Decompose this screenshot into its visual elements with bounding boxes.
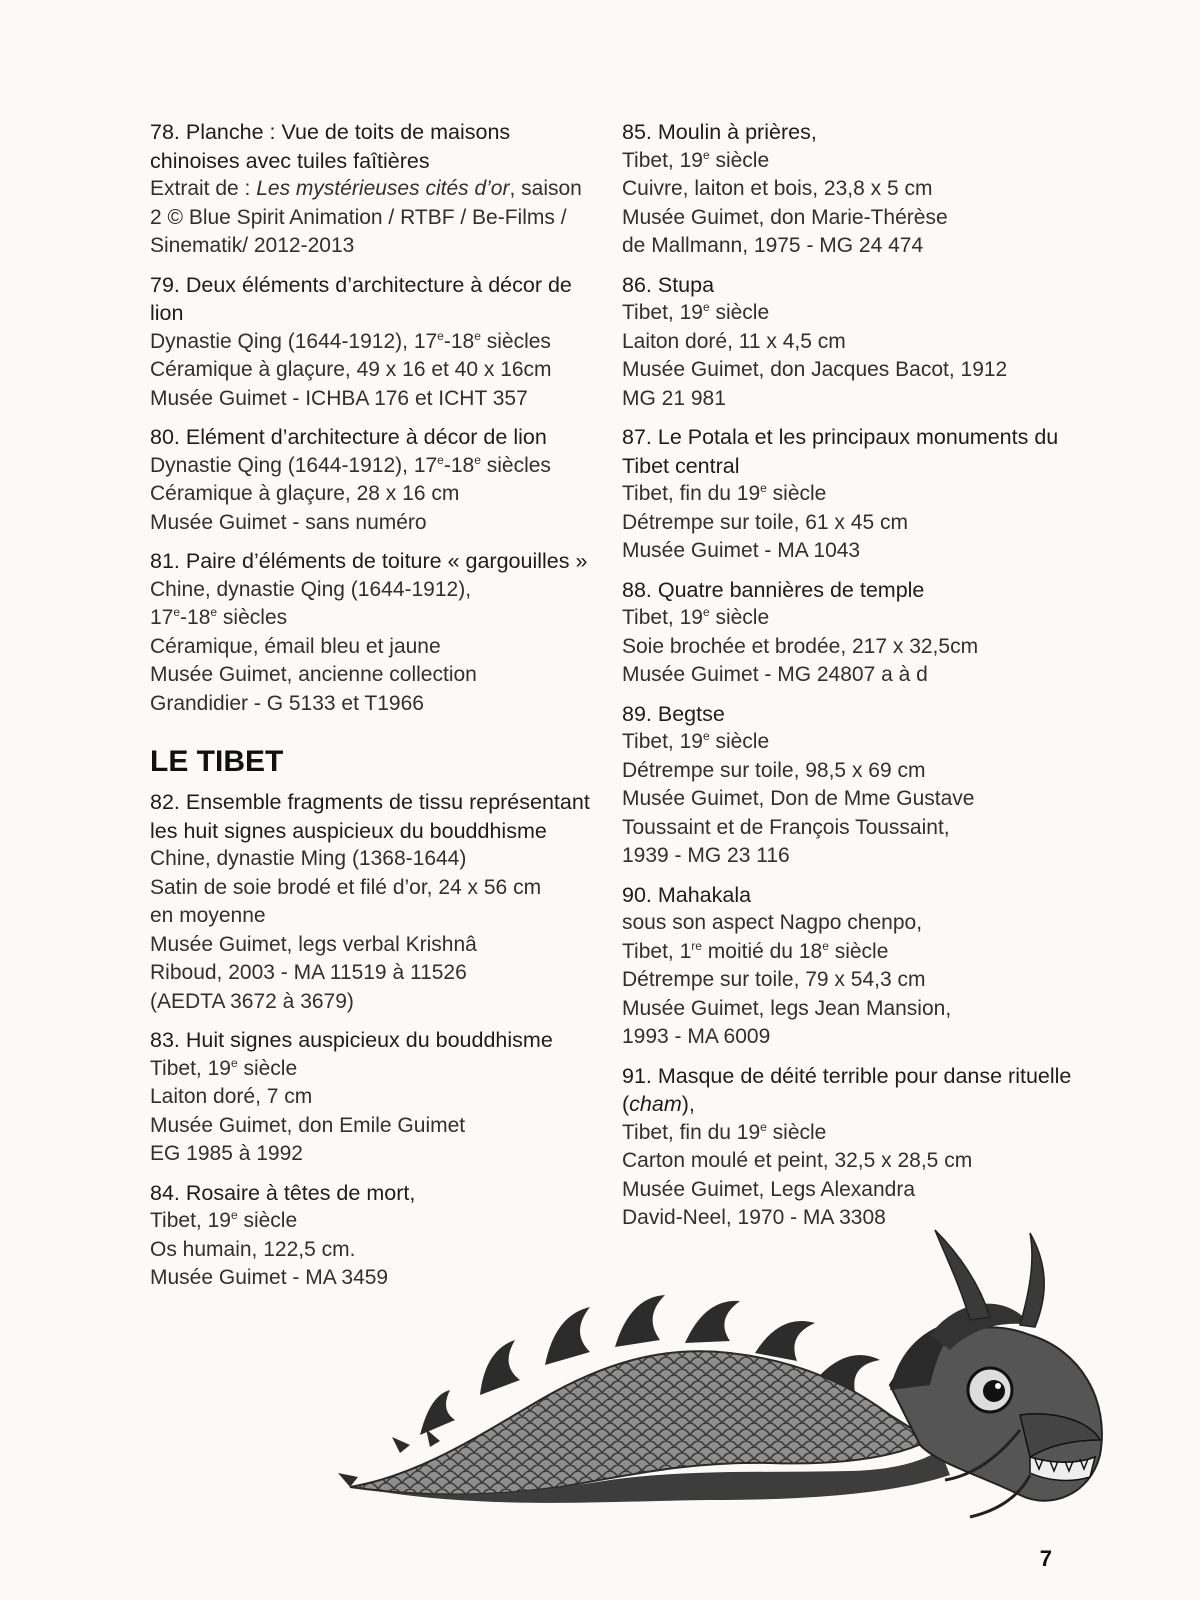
line-part-sup2: e — [210, 605, 218, 619]
line-text: Musée Guimet, Don de Mme Gustave — [622, 787, 975, 810]
entry-detail-line — [150, 845, 595, 874]
line-text: MG 21 981 — [622, 386, 726, 410]
line-part-pre: 17 — [150, 606, 174, 629]
entry-title: 78. Planche : Vue de toits de maisons chinoises avec tuiles faîtières — [150, 120, 511, 173]
entry-title: 80. Elément d’architecture à décor de lion — [150, 425, 547, 449]
entry-detail-line — [622, 604, 1082, 633]
line-part-pre: Dynastie Qing (1644-1912), 17 — [150, 329, 438, 353]
entry-detail-line — [622, 480, 1082, 509]
line-part-post: siècles — [217, 606, 288, 629]
entry-detail-line — [622, 633, 1082, 662]
entry-detail-line — [622, 147, 1082, 176]
entry-detail-line — [150, 604, 595, 633]
line-part-mid: -18 — [443, 453, 475, 477]
line-part-sup1: e — [760, 481, 767, 495]
entry-detail-line — [622, 842, 1082, 871]
catalog-entry — [622, 423, 1082, 566]
entry-detail-line — [622, 814, 1082, 843]
line-part-post: siècle — [237, 1056, 298, 1080]
line-part-sup1: e — [230, 1055, 238, 1070]
entry-detail-line — [622, 909, 1082, 938]
entry-detail-line — [150, 204, 595, 233]
line-text: Carton moulé et peint, 32,5 x 28,5 cm — [622, 1149, 973, 1172]
entry-detail-line — [150, 633, 595, 662]
line-text: Grandidier - G 5133 et T1966 — [150, 691, 424, 715]
line-text: Musée Guimet, Legs Alexandra — [622, 1177, 915, 1201]
line-text: de Mallmann, 1975 - MG 24 474 — [622, 234, 924, 257]
line-text: David-Neel, 1970 - MA 3308 — [622, 1206, 886, 1229]
entry-detail-line — [622, 757, 1082, 786]
line-text: Chine, dynastie Qing (1644-1912), — [150, 577, 472, 601]
line-text: sous son aspect Nagpo chenpo, — [622, 911, 923, 934]
section-title: LE TIBET — [150, 745, 284, 778]
page-number: 7 — [1039, 1546, 1052, 1571]
line-text: Soie brochée et brodée, 217 x 32,5cm — [622, 634, 979, 658]
entry-title: 89. Begtse — [622, 701, 725, 726]
catalog-entry — [622, 271, 1082, 414]
entry-detail-line — [622, 385, 1082, 414]
line-part-pre: Tibet, 1 — [622, 939, 692, 963]
line-text: Musée Guimet - MA 1043 — [622, 539, 861, 562]
line-part-pre: Tibet, fin du 19 — [622, 1120, 761, 1144]
line-part-post: siècle — [709, 730, 770, 753]
line-text: Musée Guimet, don Jacques Bacot, 1912 — [622, 358, 1008, 381]
entry-detail-line — [150, 661, 595, 690]
entry-detail-line — [622, 1119, 1082, 1148]
line-part-pre: Extrait de : — [150, 177, 257, 200]
line-text: 1939 - MG 23 116 — [622, 844, 790, 867]
entry-detail-line — [150, 902, 595, 931]
entry-title: 87. Le Potala et les principaux monuments du Tibet central — [622, 425, 1059, 478]
title-part-em: cham — [629, 1092, 682, 1116]
line-part-sup1: e — [702, 605, 710, 619]
line-part-post: siècle — [828, 939, 889, 963]
entry-detail-line — [150, 874, 595, 903]
left-column — [150, 118, 595, 1303]
line-text: Satin de soie brodé et filé d’or, 24 x 56 cm — [150, 875, 542, 899]
line-part-sup1: e — [702, 729, 710, 743]
line-part-sup1: e — [437, 452, 444, 467]
catalog-entry — [622, 881, 1082, 1052]
entry-detail-line — [622, 1147, 1082, 1176]
entry-title: 84. Rosaire à têtes de mort, — [150, 1180, 416, 1205]
line-part-post: , saison — [509, 177, 582, 200]
entry-detail-line — [622, 509, 1082, 538]
entry-title: 83. Huit signes auspicieux du bouddhisme — [150, 1028, 553, 1052]
line-part-sup1: re — [691, 938, 702, 953]
line-text: Riboud, 2003 - MA 11519 à 11526 — [150, 961, 467, 984]
line-part-mid: moitié du 18 — [701, 939, 823, 963]
line-part-post: siècle — [709, 606, 770, 629]
title-part-pre: 91. Masque de déité terrible pour danse rituelle ( — [622, 1063, 1072, 1116]
catalog-entry — [622, 576, 1082, 690]
line-text: Céramique, émail bleu et jaune — [150, 634, 441, 658]
line-text: Musée Guimet - sans numéro — [150, 510, 427, 534]
entry-detail-line — [150, 931, 595, 960]
entry-detail-line — [150, 480, 595, 509]
entry-detail-line — [150, 690, 595, 719]
catalog-entry — [150, 547, 595, 718]
line-text: Musée Guimet, legs verbal Krishnâ — [150, 932, 477, 956]
entry-detail-line — [150, 175, 595, 204]
line-text: Céramique à glaçure, 49 x 16 et 40 x 16cm — [150, 358, 552, 381]
line-part-mid: -18 — [180, 606, 211, 629]
line-part-pre: Tibet, 19 — [622, 301, 703, 324]
entry-detail-line — [150, 959, 595, 988]
line-part-pre: Tibet, 19 — [150, 1209, 231, 1232]
line-part-pre: Tibet, 19 — [150, 1056, 231, 1080]
title-part-post: ), — [681, 1092, 695, 1116]
line-text: Sinematik/ 2012-2013 — [150, 234, 355, 257]
line-part-post: siècle — [237, 1209, 298, 1232]
entry-title: 81. Paire d’éléments de toiture « gargouilles » — [150, 549, 588, 573]
line-text: Musée Guimet, legs Jean Mansion, — [622, 996, 952, 1020]
line-part-sup1: e — [173, 605, 181, 619]
line-text: (AEDTA 3672 à 3679) — [150, 989, 354, 1013]
catalog-entry — [622, 700, 1082, 871]
entry-detail-line — [622, 356, 1082, 385]
entry-detail-line — [150, 1140, 595, 1169]
entry-detail-line — [622, 966, 1082, 995]
entry-detail-line — [622, 232, 1082, 261]
line-part-post: siècles — [480, 329, 551, 353]
line-text: Musée Guimet, don Marie-Thérèse — [622, 205, 948, 229]
entry-detail-line — [622, 204, 1082, 233]
line-text: Laiton doré, 7 cm — [150, 1085, 313, 1108]
line-part-mid: -18 — [443, 329, 475, 353]
line-text: Détrempe sur toile, 61 x 45 cm — [622, 510, 908, 534]
line-part-sup1: e — [437, 328, 444, 343]
entry-detail-line — [622, 537, 1082, 566]
line-text: 1993 - MA 6009 — [622, 1025, 771, 1048]
line-text: en moyenne — [150, 904, 266, 927]
entry-detail-line — [622, 328, 1082, 357]
line-part-pre: Tibet, fin du 19 — [622, 482, 761, 505]
entry-detail-line — [150, 385, 595, 414]
catalog-entry — [150, 118, 595, 261]
entry-detail-line — [150, 988, 595, 1017]
line-part-pre: Tibet, 19 — [622, 148, 703, 172]
entry-title: 88. Quatre bannières de temple — [622, 577, 925, 602]
entry-detail-line — [150, 509, 595, 538]
line-text: Musée Guimet - MA 3459 — [150, 1266, 389, 1289]
line-part-sup1: e — [702, 300, 710, 314]
entry-detail-line — [622, 728, 1082, 757]
line-text: Musée Guimet, ancienne collection — [150, 663, 477, 686]
entry-detail-line — [150, 232, 595, 261]
catalog-entry — [150, 271, 595, 414]
entry-detail-line — [150, 1112, 595, 1141]
entry-detail-line — [622, 661, 1082, 690]
entry-title: 85. Moulin à prières, — [622, 120, 817, 144]
catalog-entry — [622, 118, 1082, 261]
entry-detail-line — [622, 995, 1082, 1024]
entry-detail-line — [622, 785, 1082, 814]
dragon-illustration-icon — [330, 1225, 1120, 1525]
line-text: Chine, dynastie Ming (1368-1644) — [150, 847, 467, 870]
line-part-sup1: e — [760, 1119, 767, 1134]
entry-detail-line — [622, 1023, 1082, 1052]
line-part-post: siècle — [766, 1120, 827, 1144]
line-part-pre: Dynastie Qing (1644-1912), 17 — [150, 453, 438, 477]
line-text: 2 © Blue Spirit Animation / RTBF / Be-Films / — [150, 205, 567, 229]
catalog-entry — [150, 1026, 595, 1169]
line-part-post: siècle — [709, 148, 770, 172]
entry-detail-line — [150, 328, 595, 357]
line-part-pre: Tibet, 19 — [622, 730, 703, 753]
entry-title — [622, 1062, 1082, 1119]
line-part-post: siècle — [766, 482, 827, 505]
line-text: Os humain, 122,5 cm. — [150, 1237, 356, 1261]
entry-detail-line — [622, 299, 1082, 328]
catalog-entry — [150, 423, 595, 537]
entry-detail-line — [150, 1055, 595, 1084]
entry-title: 86. Stupa — [622, 272, 715, 297]
line-part-sup1: e — [702, 147, 710, 162]
line-text: Musée Guimet - MG 24807 a à d — [622, 663, 928, 686]
entry-detail-line — [622, 1176, 1082, 1205]
entry-detail-line — [150, 576, 595, 605]
line-part-post: siècle — [709, 301, 770, 324]
line-part-pre: Tibet, 19 — [622, 606, 703, 629]
catalog-entry — [150, 788, 595, 1016]
right-column — [622, 118, 1082, 1243]
line-text: Laiton doré, 11 x 4,5 cm — [622, 329, 846, 353]
entry-detail-line — [622, 175, 1082, 204]
line-text: Céramique à glaçure, 28 x 16 cm — [150, 482, 460, 505]
entry-title: 90. Mahakala — [622, 882, 752, 907]
line-text: Cuivre, laiton et bois, 23,8 x 5 cm — [622, 177, 933, 200]
entry-title: 82. Ensemble fragments de tissu représentant les huit signes auspicieux du bouddhisme — [150, 790, 590, 843]
entry-detail-line — [150, 452, 595, 481]
entry-detail-line — [622, 938, 1082, 967]
line-text: EG 1985 à 1992 — [150, 1142, 303, 1165]
line-text: Détrempe sur toile, 98,5 x 69 cm — [622, 758, 926, 782]
line-part-sup2: e — [474, 452, 481, 467]
line-text: Musée Guimet - ICHBA 176 et ICHT 357 — [150, 386, 528, 410]
entry-title: 79. Deux éléments d’architecture à décor de lion — [150, 272, 572, 325]
line-part-sup2: e — [474, 328, 481, 343]
line-part-em: Les mystérieuses cités d’or — [256, 177, 510, 200]
line-text: Toussaint et de François Toussaint, — [622, 815, 950, 839]
line-text: Détrempe sur toile, 79 x 54,3 cm — [622, 968, 926, 991]
line-text: Musée Guimet, don Emile Guimet — [150, 1113, 466, 1137]
line-part-post: siècles — [480, 453, 551, 477]
line-part-sup2: e — [822, 938, 829, 953]
line-part-sup1: e — [230, 1208, 238, 1222]
entry-detail-line — [150, 356, 595, 385]
entry-detail-line — [150, 1083, 595, 1112]
catalog-entry — [622, 1062, 1082, 1233]
